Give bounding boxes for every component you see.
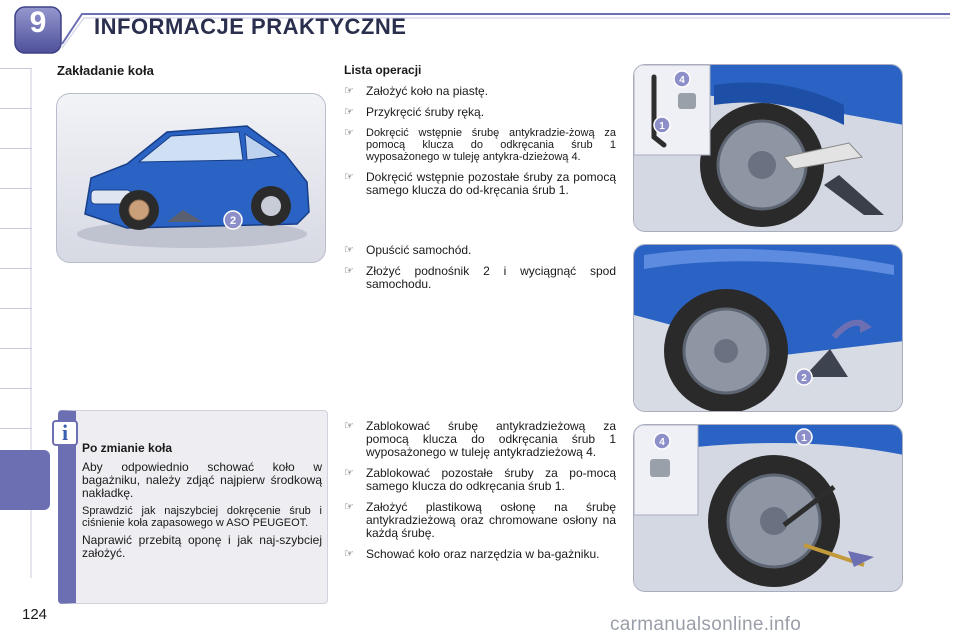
photo-wheel-fitting [633, 64, 903, 232]
callout-4: 4 [679, 75, 685, 86]
operations-title: Lista operacji [344, 63, 422, 77]
list-item: ☞ Dokręcić wstępnie śrubę antykradzie-żową za pomocą klucza do odkręcania śrub 1 wyposażonego w tuleję antykra-dzieżową 4. [344, 127, 616, 163]
car-drawing [57, 94, 326, 263]
chapter-tab[interactable] [0, 348, 32, 349]
list-item: ☞ Schować koło oraz narzędzia w ba-gażniku. [344, 547, 600, 561]
chapter-tab[interactable] [0, 188, 32, 189]
chapter-tab[interactable] [0, 228, 32, 229]
page-number: 124 [22, 606, 48, 623]
photo-tightening-bolts-drawing [634, 425, 903, 592]
photo-tightening-bolts [633, 424, 903, 592]
chapter-tab[interactable] [0, 108, 32, 109]
chapter-tab[interactable] [0, 268, 32, 269]
pointing-hand-icon: ☞ [344, 171, 354, 183]
photo-lowering-car [633, 244, 903, 412]
pointing-hand-icon: ☞ [344, 420, 354, 432]
info-paragraph: Naprawić przebitą oponę i jak naj-szybciej założyć. [82, 533, 322, 560]
pointing-hand-icon: ☞ [344, 244, 354, 256]
info-paragraph: Aby odpowiednio schować koło w bagażniku, należy zdjąć najpierw środkową nakładkę. [82, 460, 322, 500]
chapter-tab-active[interactable] [0, 450, 50, 510]
info-paragraph: Sprawdzić jak najszybciej dokręcenie śrub i ciśnienie koła zapasowego w ASO PEUGEOT. [82, 505, 322, 529]
list-item: ☞ Opuścić samochód. [344, 243, 472, 257]
info-content [82, 442, 322, 565]
list-item: ☞ Złożyć podnośnik 2 i wyciągnąć spod samochodu. [344, 264, 616, 291]
callout-1: 1 [801, 433, 807, 444]
page-title: INFORMACJE PRAKTYCZNE [94, 14, 407, 39]
photo-wheel-fitting-drawing [634, 65, 903, 232]
chapter-tab[interactable] [0, 308, 32, 309]
page-header [0, 0, 960, 58]
chapter-tab[interactable] [0, 428, 32, 429]
list-item: ☞ Zablokować pozostałe śruby za po-mocą samego klucza do odkręcania śrub 1. [344, 466, 616, 493]
pointing-hand-icon: ☞ [344, 501, 354, 513]
callout-2: 2 [801, 373, 807, 384]
chapter-number: 9 [29, 6, 47, 39]
section-title: Zakładanie koła [57, 63, 154, 78]
list-item: ☞ Dokręcić wstępnie pozostałe śruby za pomocą samego klucza do od-kręcania śrub 1. [344, 170, 616, 197]
car-illustration [56, 93, 326, 263]
info-title: Po zmianie koła [82, 441, 173, 455]
callout-4: 4 [659, 437, 665, 448]
pointing-hand-icon: ☞ [344, 127, 354, 139]
list-item: ☞ Założyć koło na piastę. [344, 84, 489, 98]
photo-lowering-car-drawing [634, 245, 903, 412]
chapter-tab[interactable] [0, 388, 32, 389]
callout-1: 1 [659, 121, 665, 132]
callout-2: 2 [229, 215, 237, 227]
operations-list-3 [344, 420, 616, 569]
chapter-tab[interactable] [0, 148, 32, 149]
list-item: ☞ Założyć plastikową osłonę na śrubę antykradzieżową oraz chromowane osłony na każdą śrubę. [344, 500, 616, 540]
operations-list-2 [344, 244, 616, 299]
list-item: ☞ Przykręcić śruby ręką. [344, 105, 485, 119]
info-icon: i [52, 420, 78, 446]
operations-list [344, 64, 616, 205]
chapter-tab[interactable] [0, 68, 32, 69]
chapter-tabs [0, 68, 34, 578]
pointing-hand-icon: ☞ [344, 85, 354, 97]
pointing-hand-icon: ☞ [344, 106, 354, 118]
pointing-hand-icon: ☞ [344, 548, 354, 560]
pointing-hand-icon: ☞ [344, 265, 354, 277]
list-item: ☞ Zablokować śrubę antykradzieżową za pomocą klucza do odkręcania śrub 1 wyposażonego w tuleję antykradzieżową 4. [344, 419, 616, 459]
watermark[interactable]: carmanualsonline.info [610, 614, 802, 635]
pointing-hand-icon: ☞ [344, 467, 354, 479]
